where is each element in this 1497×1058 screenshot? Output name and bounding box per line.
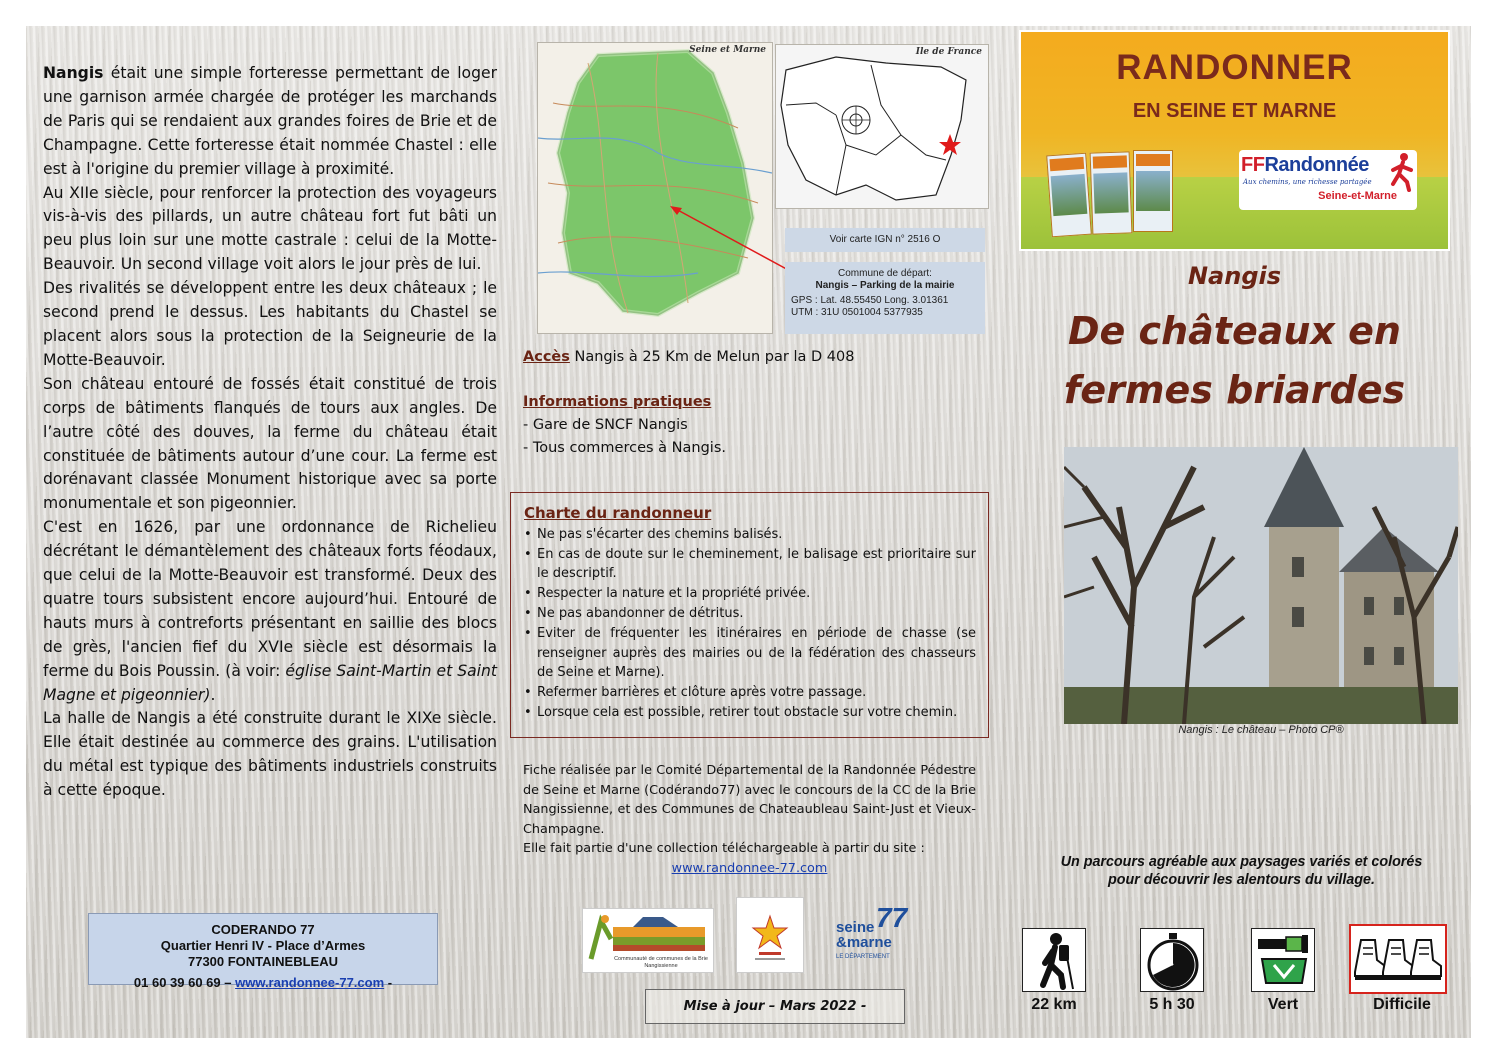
stopwatch-icon [1141,929,1204,992]
seine-et-marne-map-label: Seine et Marne [689,45,766,55]
charter-item: • Respecter la nature et la propriété privée. [524,584,976,604]
start-label: Commune de départ: [838,268,932,279]
charter-item: • Lorsque cela est possible, retirer tout obstacle sur votre chemin. [524,703,976,723]
hiker-charter-heading: Charte du randonneur [524,504,712,522]
seine-et-marne-word-1: seine [836,919,875,936]
charter-item: • Ne pas abandonner de détritus. [524,604,976,624]
guidebooks-image [1049,148,1199,238]
history-p5-end: . [210,685,216,704]
commune-logo-graphic [737,898,803,972]
marking-tile [1251,928,1315,992]
route-title-line-2: fermes briardes [1063,368,1406,412]
castle-photo-graphic [1064,447,1458,724]
start-utm: UTM : 31U 0501004 5377935 [791,307,923,318]
coderando-address: Quartier Henri IV - Place d’Armes [160,938,366,953]
route-title [1019,302,1450,420]
banner-subtitle: EN SEINE ET MARNE [1132,100,1337,122]
location-star-icon [938,133,962,157]
access-text: Nangis à 25 Km de Melun par la D 408 [569,349,855,365]
distance-tile [1022,928,1086,992]
coderando-phone-line [89,975,437,991]
coderando-phone: 01 60 39 60 69 – [133,975,236,990]
distance-label: 22 km [1031,996,1077,1013]
practical-info-heading: Informations pratiques [523,394,712,410]
town-name: Nangis [1187,262,1282,290]
hiker-charter-box [510,492,989,738]
history-p1-text: était une simple forteresse permettant de loger une garnison armée chargée de protéger les marchands de Paris qui se rendaient aux grandes foires de Brie et de Champagne. Cette forteresse était nommée Chastel : elle est à l'origine du premier village à proximité. [43,64,497,178]
history-paragraph-2: Au XIIe siècle, pour renforcer la protection des voyageurs vis-à-vis des pillards, un autre château fort fut bâti un peu plus loin sur une motte castrale : celui de la Motte-Beauvoir. Un second village voit alors le jour près de lui. [43,183,497,274]
ffrandonnee-wordmark [1241,154,1369,177]
seine-et-marne-department-logo [828,902,916,968]
coderando-website-link[interactable]: www.randonnee-77.com [235,975,385,990]
photo-caption: Nangis : Le château – Photo CP® [1178,724,1344,736]
start-place: Nangis – Parking de la mairie [815,280,955,291]
guidebook-cover [1090,151,1133,234]
difficulty-tile [1349,924,1447,994]
castle-photo [1064,447,1458,724]
guidebook-cover [1133,150,1173,232]
seine-et-marne-map-graphic [538,43,772,333]
coderando-city: 77300 FONTAINEBLEAU [187,954,338,969]
practical-info-item: - Tous commerces à Nangis. [523,440,726,456]
difficulty-label: Difficile [1373,996,1431,1013]
duration-tile [1140,928,1204,992]
route-tagline-line-2: pour découvrir les alentours du village. [1108,872,1375,888]
ffrandonnee-logo [1239,150,1417,210]
access-heading: Accès [523,349,570,365]
marking-label: Vert [1267,996,1299,1013]
hiker-icon [1023,929,1086,992]
charter-item: • Refermer barrières et clôture après votre passage. [524,683,976,703]
ffrandonnee-tagline: Aux chemins, une richesse partagée [1243,178,1372,186]
brie-nangissienne-logo [582,908,714,973]
seine-et-marne-word-2: &marne [836,934,892,951]
history-p5-italic: église Saint-Martin et Saint Magne et pigeonnier) [43,661,498,704]
paintbrush-icon [1252,929,1315,992]
history-paragraph-3: Des rivalités se développent entre les deux châteaux ; le second prend le dessus. Les habitants du Chastel se placent alors sous la protection de la Seigneurie de la Motte-Beauvoir. [43,279,497,369]
commune-logo [736,897,804,973]
history-paragraph-1 [43,62,497,182]
ffrandonnee-region: Seine-et-Marne [1318,190,1397,202]
history-town-name: Nangis [43,64,104,82]
history-paragraph-4: Son château entouré de fossés était constitué de trois corps de bâtiments flanqués de tours aux angles. De l’autre côté des douves, la ferme du château était constituée de bâtiments autour d’une cour. La ferme est dorénavant classée Monument historique avec sa porte monumentale et son pigeonnier. [43,374,497,513]
hiker-charter-list [524,525,976,723]
history-p5-text: C'est en 1626, par une ordonnance de Richelieu décrétant le démantèlement des châteaux forts féodaux, que celui de la Motte-Beauvoir est transformé. Deux des quatre tours subsistent encore aujourd’hui. Entouré de hauts murs à contreforts présentant en saillie des blocs de grès, l'ancien fief du XVIe siècle est désormais la ferme du Bois Poussin. (à voir: [43,518,497,680]
credits-website-link[interactable]: www.randonnee-77.com [671,860,828,876]
route-tagline-line-1: Un parcours agréable aux paysages variés et colorés [1060,854,1423,870]
hiker-figure-icon [1389,152,1415,192]
ile-de-france-map [775,44,989,209]
guidebook-cover [1046,153,1092,238]
map-pointer-arrow-icon [664,200,804,280]
practical-info [523,391,726,460]
ign-map-reference: Voir carte IGN n° 2516 O [785,228,985,252]
charter-item: • Ne pas s'écarter des chemins balisés. [524,525,976,545]
coderando-contact-box [88,913,438,990]
route-tagline [1019,853,1464,889]
credits-paragraph: Fiche réalisée par le Comité Départemental de la Randonnée Pédestre de Seine et Marne (Codérando77) avec le concours de la CC de la Brie Nangissienne, et des Communes de Chateaubleau Saint-Just et Vieux-Champagne. [523,763,976,837]
credits-collection: Elle fait partie d'une collection téléchargeable à partir du site : [523,841,925,857]
seine-et-marne-number: 77 [876,902,908,933]
hiking-boots-icon [1351,926,1445,992]
start-info-box [785,262,985,334]
start-gps: GPS : Lat. 48.55450 Long. 3.01361 [791,295,949,306]
seine-et-marne-department-text: LE DÉPARTEMENT [836,954,890,960]
randonner-banner [1019,30,1450,251]
coderando-suffix: - [384,975,393,990]
route-title-line-1: De châteaux en [1068,309,1401,353]
brie-nangissienne-logo-text: Communauté de communes de la Brie Nangissienne [614,956,708,969]
credits-text [523,761,976,879]
charter-item: • En cas de doute sur le cheminement, le balisage est prioritaire sur le descriptif. [524,545,976,585]
practical-info-item: - Gare de SNCF Nangis [523,417,688,433]
charter-item: • Eviter de fréquenter les itinéraires en période de chasse (se renseigner auprès des mairies ou de la fédération des chasseurs de Seine et Marne). [524,624,976,683]
ffr-letters: FF [1241,154,1265,176]
update-date: Mise à jour – Mars 2022 - [645,989,905,1024]
history-paragraph-5 [43,516,497,707]
ile-de-france-map-label: Ile de France [915,47,982,57]
ffr-word: Randonnée [1264,154,1369,176]
banner-title: RANDONNER [1116,48,1353,87]
seine-et-marne-map [537,42,773,334]
history-paragraph-6: La halle de Nangis a été construite durant le XIXe siècle. Elle était destinée au commerce des grains. L'utilisation du métal est typique des bâtiments industriels construits à cette époque. [43,709,497,800]
ile-de-france-map-graphic [776,45,988,208]
coderando-name: CODERANDO 77 [211,922,315,937]
history-text [43,62,497,803]
access-info [523,349,854,365]
duration-label: 5 h 30 [1149,996,1195,1013]
